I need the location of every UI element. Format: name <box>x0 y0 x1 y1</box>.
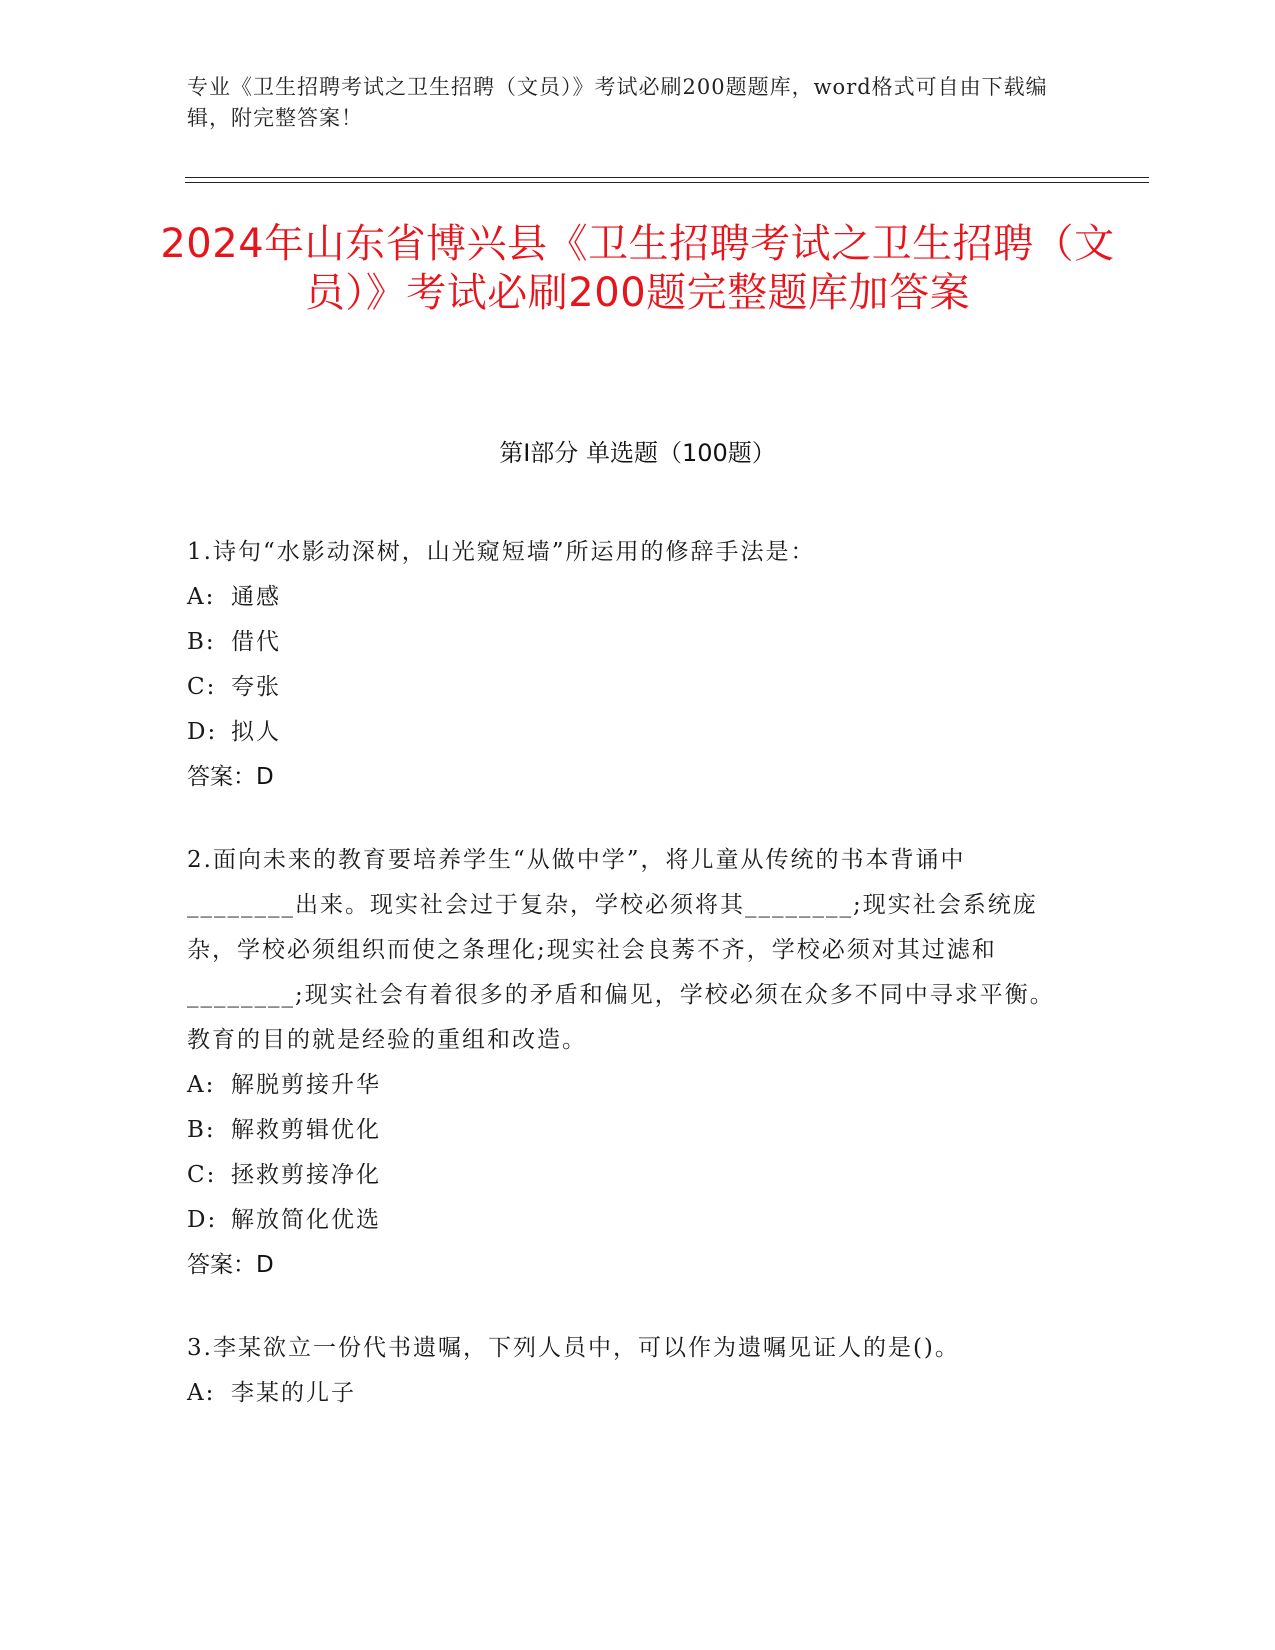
option-key: B: <box>187 629 216 655</box>
option-key: C: <box>187 674 217 700</box>
option-d <box>187 710 1067 755</box>
question-3 <box>187 1326 1067 1416</box>
option-b <box>187 1108 1067 1153</box>
question-answer: 答案：D <box>187 764 274 790</box>
header-note: 专业《卫生招聘考试之卫生招聘（文员）》考试必刷200题题库，word格式可自由下载编辑，附完整答案！ <box>187 75 1048 130</box>
question-answer: 答案：D <box>187 1252 274 1278</box>
option-c <box>187 665 1067 710</box>
option-text: 通感 <box>231 584 281 610</box>
option-key: D: <box>187 719 218 745</box>
option-a <box>187 1063 1067 1108</box>
option-text: 拟人 <box>231 719 281 745</box>
option-c <box>187 1153 1067 1198</box>
option-key: C: <box>187 1162 217 1188</box>
option-text: 夸张 <box>231 674 281 700</box>
option-text: 借代 <box>231 629 281 655</box>
option-text: 拯救剪接净化 <box>231 1162 381 1188</box>
section-title: 第I部分 单选题（100题） <box>499 439 776 467</box>
option-text: 解放简化优选 <box>231 1207 381 1233</box>
document-title: 2024年山东省博兴县《卫生招聘考试之卫生招聘（文员）》考试必刷200题完整题库加答案 <box>160 221 1115 316</box>
option-text: 李某的儿子 <box>231 1380 356 1406</box>
option-key: B: <box>187 1117 216 1143</box>
question-stem: 2.面向未来的教育要培养学生“从做中学”，将儿童从传统的书本背诵中________出来。现实社会过于复杂，学校必须将其________;现实社会系统庞杂，学校必须组织而使之条理化;现实社会良莠不齐，学校必须对其过滤和________;现实社会有着很多的矛盾和偏见，学校必须在众多不同中寻求平衡。教育的目的就是经验的重组和改造。 <box>187 847 1055 1053</box>
option-b <box>187 620 1067 665</box>
option-a <box>187 575 1067 620</box>
option-text: 解救剪辑优化 <box>231 1117 381 1143</box>
question-stem: 3.李某欲立一份代书遗嘱，下列人员中，可以作为遗嘱见证人的是()。 <box>187 1335 960 1361</box>
option-text: 解脱剪接升华 <box>231 1072 381 1098</box>
option-key: A: <box>187 584 216 610</box>
question-list <box>187 530 1067 1454</box>
question-stem: 1.诗句“水影动深树，山光窥短墙”所运用的修辞手法是： <box>187 539 816 565</box>
header-divider-top <box>185 177 1149 178</box>
option-a <box>187 1371 1067 1416</box>
option-d <box>187 1198 1067 1243</box>
question-2 <box>187 838 1067 1288</box>
header-divider-bottom <box>185 182 1149 183</box>
question-1 <box>187 530 1067 800</box>
option-key: A: <box>187 1072 216 1098</box>
option-key: A: <box>187 1380 216 1406</box>
option-key: D: <box>187 1207 218 1233</box>
